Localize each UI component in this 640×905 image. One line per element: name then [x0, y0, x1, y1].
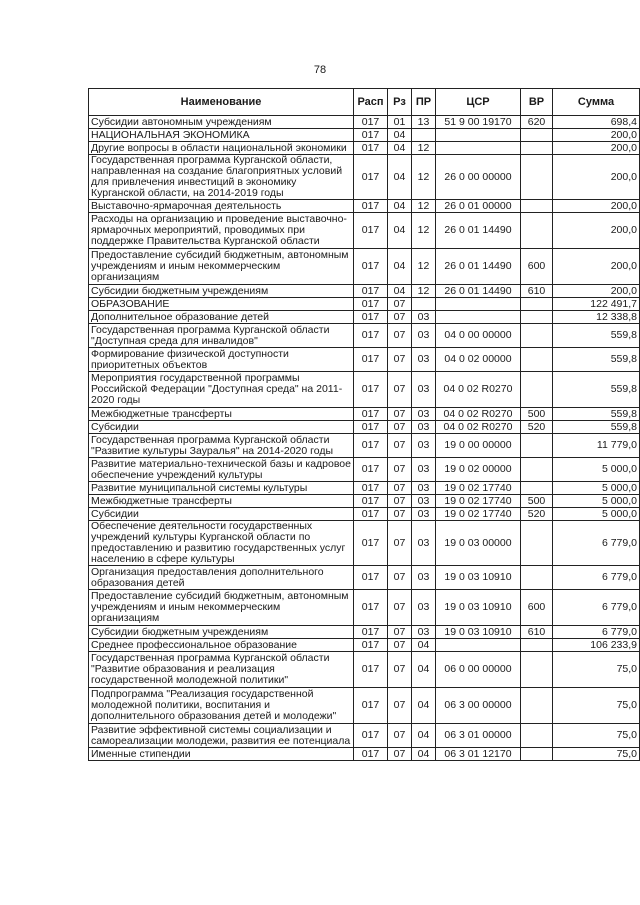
row-vr — [521, 652, 553, 688]
row-sum: 200,0 — [553, 200, 640, 213]
row-rasp: 017 — [354, 200, 388, 213]
row-csr: 19 0 02 17740 — [436, 482, 521, 495]
row-name: Развитие эффективной системы социализации и самореализации молодежи, развития ее потенциала — [89, 724, 354, 748]
row-rz: 07 — [388, 421, 412, 434]
row-sum: 6 779,0 — [553, 521, 640, 566]
table-row — [89, 566, 640, 590]
row-name: Субсидии бюджетным учреждениям — [89, 285, 354, 298]
row-csr: 19 0 03 10910 — [436, 566, 521, 590]
row-sum: 559,8 — [553, 421, 640, 434]
row-name: Выставочно-ярмарочная деятельность — [89, 200, 354, 213]
row-rasp: 017 — [354, 590, 388, 626]
row-rasp: 017 — [354, 116, 388, 129]
row-name: Субсидии — [89, 421, 354, 434]
row-csr: 19 0 00 00000 — [436, 434, 521, 458]
row-csr: 19 0 02 17740 — [436, 508, 521, 521]
row-pr: 04 — [412, 652, 436, 688]
table-row — [89, 155, 640, 200]
row-pr: 03 — [412, 521, 436, 566]
row-name: Предоставление субсидий бюджетным, автономным учреждениям и иным некоммерческим организациям — [89, 249, 354, 285]
row-rasp: 017 — [354, 639, 388, 652]
row-sum: 200,0 — [553, 285, 640, 298]
row-rasp: 017 — [354, 285, 388, 298]
row-vr — [521, 129, 553, 142]
row-csr: 26 0 01 14490 — [436, 213, 521, 249]
row-vr: 610 — [521, 626, 553, 639]
row-vr: 520 — [521, 508, 553, 521]
row-vr: 620 — [521, 116, 553, 129]
row-vr — [521, 639, 553, 652]
row-rz: 07 — [388, 298, 412, 311]
row-pr: 03 — [412, 372, 436, 408]
row-pr: 12 — [412, 142, 436, 155]
row-csr: 04 0 02 R0270 — [436, 421, 521, 434]
row-vr — [521, 298, 553, 311]
row-pr: 03 — [412, 482, 436, 495]
row-sum: 122 491,7 — [553, 298, 640, 311]
row-csr: 26 0 01 00000 — [436, 200, 521, 213]
row-csr — [436, 142, 521, 155]
row-rz: 07 — [388, 521, 412, 566]
row-sum: 559,8 — [553, 372, 640, 408]
row-sum: 75,0 — [553, 652, 640, 688]
row-sum: 200,0 — [553, 213, 640, 249]
row-rasp: 017 — [354, 324, 388, 348]
row-rz: 07 — [388, 434, 412, 458]
row-sum: 559,8 — [553, 348, 640, 372]
row-rasp: 017 — [354, 626, 388, 639]
row-rasp: 017 — [354, 566, 388, 590]
table-row — [89, 626, 640, 639]
row-pr: 03 — [412, 324, 436, 348]
row-vr — [521, 458, 553, 482]
row-csr: 19 0 03 00000 — [436, 521, 521, 566]
header-name: Наименование — [89, 89, 354, 116]
header-rasp: Расп — [354, 89, 388, 116]
row-pr: 03 — [412, 421, 436, 434]
row-rz: 07 — [388, 590, 412, 626]
row-csr: 06 3 01 12170 — [436, 748, 521, 761]
table-row — [89, 348, 640, 372]
row-rz: 07 — [388, 652, 412, 688]
row-rz: 07 — [388, 626, 412, 639]
table-row — [89, 213, 640, 249]
row-rasp: 017 — [354, 748, 388, 761]
row-sum: 5 000,0 — [553, 458, 640, 482]
row-rz: 07 — [388, 508, 412, 521]
row-csr: 06 3 00 00000 — [436, 688, 521, 724]
row-name: Расходы на организацию и проведение выставочно-ярмарочных мероприятий, проводимых при поддержке Правительства Курганской области — [89, 213, 354, 249]
row-name: Государственная программа Курганской области "Развитие культуры Зауралья" на 2014-2020 годы — [89, 434, 354, 458]
row-vr: 600 — [521, 249, 553, 285]
row-csr: 04 0 02 00000 — [436, 348, 521, 372]
row-vr — [521, 213, 553, 249]
row-vr: 520 — [521, 421, 553, 434]
table-row — [89, 482, 640, 495]
row-name: Развитие материально-технической базы и кадровое обеспечение учреждений культуры — [89, 458, 354, 482]
row-rz: 07 — [388, 348, 412, 372]
row-name: Дополнительное образование детей — [89, 311, 354, 324]
row-pr: 04 — [412, 748, 436, 761]
row-pr — [412, 298, 436, 311]
table-row — [89, 285, 640, 298]
row-rz: 07 — [388, 372, 412, 408]
row-pr: 04 — [412, 724, 436, 748]
row-rz: 04 — [388, 155, 412, 200]
row-rz: 07 — [388, 311, 412, 324]
row-pr: 12 — [412, 213, 436, 249]
row-name: Межбюджетные трансферты — [89, 408, 354, 421]
row-sum: 200,0 — [553, 155, 640, 200]
row-rasp: 017 — [354, 434, 388, 458]
row-sum: 5 000,0 — [553, 482, 640, 495]
table-row — [89, 311, 640, 324]
row-sum: 11 779,0 — [553, 434, 640, 458]
row-pr: 03 — [412, 626, 436, 639]
row-vr — [521, 688, 553, 724]
row-sum: 75,0 — [553, 748, 640, 761]
table-row — [89, 298, 640, 311]
row-rz: 04 — [388, 213, 412, 249]
table-row — [89, 372, 640, 408]
row-sum: 12 338,8 — [553, 311, 640, 324]
row-rz: 04 — [388, 249, 412, 285]
row-rasp: 017 — [354, 249, 388, 285]
row-name: ОБРАЗОВАНИЕ — [89, 298, 354, 311]
row-vr — [521, 521, 553, 566]
row-name: Государственная программа Курганской области, направленная на создание благоприятных условий для привлечения инвестиций в экономику Курганской области, на 2014-2019 годы — [89, 155, 354, 200]
row-name: Субсидии — [89, 508, 354, 521]
table-row — [89, 639, 640, 652]
row-vr — [521, 311, 553, 324]
row-name: Предоставление субсидий бюджетным, автономным учреждениям и иным некоммерческим организациям — [89, 590, 354, 626]
row-pr: 12 — [412, 285, 436, 298]
row-vr — [521, 566, 553, 590]
table-row — [89, 142, 640, 155]
budget-table — [88, 88, 640, 761]
page-number: 78 — [313, 64, 327, 76]
row-sum: 200,0 — [553, 249, 640, 285]
row-csr: 19 0 03 10910 — [436, 590, 521, 626]
row-name: Субсидии бюджетным учреждениям — [89, 626, 354, 639]
row-rasp: 017 — [354, 495, 388, 508]
row-vr: 600 — [521, 590, 553, 626]
row-csr: 04 0 02 R0270 — [436, 372, 521, 408]
row-sum: 200,0 — [553, 129, 640, 142]
table-row — [89, 324, 640, 348]
row-rasp: 017 — [354, 482, 388, 495]
row-rz: 04 — [388, 129, 412, 142]
table-row — [89, 129, 640, 142]
row-sum: 6 779,0 — [553, 566, 640, 590]
row-pr: 03 — [412, 458, 436, 482]
row-vr — [521, 200, 553, 213]
row-pr: 04 — [412, 639, 436, 652]
row-csr — [436, 311, 521, 324]
table-row — [89, 521, 640, 566]
row-rasp: 017 — [354, 521, 388, 566]
table-row — [89, 652, 640, 688]
table-row — [89, 590, 640, 626]
row-pr: 12 — [412, 200, 436, 213]
row-rasp: 017 — [354, 129, 388, 142]
row-rasp: 017 — [354, 724, 388, 748]
row-csr: 26 0 01 14490 — [436, 285, 521, 298]
row-vr — [521, 142, 553, 155]
row-pr — [412, 129, 436, 142]
table-row — [89, 408, 640, 421]
row-rasp: 017 — [354, 142, 388, 155]
row-rz: 04 — [388, 285, 412, 298]
row-pr: 03 — [412, 408, 436, 421]
row-rasp: 017 — [354, 408, 388, 421]
table-row — [89, 748, 640, 761]
row-sum: 559,8 — [553, 408, 640, 421]
row-sum: 75,0 — [553, 724, 640, 748]
row-sum: 5 000,0 — [553, 495, 640, 508]
row-csr: 19 0 02 00000 — [436, 458, 521, 482]
row-vr: 610 — [521, 285, 553, 298]
row-vr — [521, 348, 553, 372]
row-pr: 03 — [412, 566, 436, 590]
row-vr: 500 — [521, 408, 553, 421]
row-sum: 106 233,9 — [553, 639, 640, 652]
row-vr — [521, 724, 553, 748]
row-rz: 07 — [388, 408, 412, 421]
table-row — [89, 724, 640, 748]
row-name: Другие вопросы в области национальной экономики — [89, 142, 354, 155]
row-name: Подпрограмма "Реализация государственной молодежной политики, воспитания и дополнительного образования детей и молодежи" — [89, 688, 354, 724]
row-csr: 19 0 02 17740 — [436, 495, 521, 508]
row-pr: 03 — [412, 508, 436, 521]
row-rz: 01 — [388, 116, 412, 129]
row-rasp: 017 — [354, 298, 388, 311]
table-row — [89, 508, 640, 521]
row-pr: 03 — [412, 590, 436, 626]
header-rz: Рз — [388, 89, 412, 116]
row-rz: 07 — [388, 458, 412, 482]
row-rz: 07 — [388, 324, 412, 348]
row-rasp: 017 — [354, 311, 388, 324]
row-pr: 12 — [412, 249, 436, 285]
row-vr: 500 — [521, 495, 553, 508]
row-csr: 51 9 00 19170 — [436, 116, 521, 129]
row-sum: 6 779,0 — [553, 626, 640, 639]
row-vr — [521, 748, 553, 761]
row-rz: 07 — [388, 688, 412, 724]
row-name: Субсидии автономным учреждениям — [89, 116, 354, 129]
row-rz: 07 — [388, 495, 412, 508]
row-rasp: 017 — [354, 348, 388, 372]
row-rz: 07 — [388, 566, 412, 590]
row-rasp: 017 — [354, 458, 388, 482]
row-name: Развитие муниципальной системы культуры — [89, 482, 354, 495]
row-sum: 75,0 — [553, 688, 640, 724]
row-name: Организация предоставления дополнительного образования детей — [89, 566, 354, 590]
row-vr — [521, 372, 553, 408]
table-row — [89, 688, 640, 724]
row-pr: 04 — [412, 688, 436, 724]
row-csr: 04 0 00 00000 — [436, 324, 521, 348]
row-name: Государственная программа Курганской области "Доступная среда для инвалидов" — [89, 324, 354, 348]
header-csr: ЦСР — [436, 89, 521, 116]
table-row — [89, 434, 640, 458]
row-csr: 04 0 02 R0270 — [436, 408, 521, 421]
row-rz: 04 — [388, 200, 412, 213]
row-pr: 03 — [412, 434, 436, 458]
row-rz: 07 — [388, 482, 412, 495]
table-row — [89, 116, 640, 129]
row-rasp: 017 — [354, 155, 388, 200]
row-csr: 26 0 01 14490 — [436, 249, 521, 285]
row-sum: 559,8 — [553, 324, 640, 348]
row-csr: 06 0 00 00000 — [436, 652, 521, 688]
row-rasp: 017 — [354, 688, 388, 724]
row-vr — [521, 434, 553, 458]
header-sum: Сумма — [553, 89, 640, 116]
row-sum: 200,0 — [553, 142, 640, 155]
row-name: Обеспечение деятельности государственных учреждений культуры Курганской области по предоставлению и развитию государственных услуг населению в сфере культуры — [89, 521, 354, 566]
row-csr: 26 0 00 00000 — [436, 155, 521, 200]
row-sum: 698,4 — [553, 116, 640, 129]
row-rz: 04 — [388, 142, 412, 155]
row-csr — [436, 129, 521, 142]
row-pr: 13 — [412, 116, 436, 129]
row-rz: 07 — [388, 748, 412, 761]
row-rz: 07 — [388, 724, 412, 748]
table-row — [89, 249, 640, 285]
row-pr: 12 — [412, 155, 436, 200]
table-row — [89, 421, 640, 434]
row-sum: 5 000,0 — [553, 508, 640, 521]
table-row — [89, 495, 640, 508]
row-name: Государственная программа Курганской области "Развитие образования и реализация государственной молодежной политики" — [89, 652, 354, 688]
row-name: Мероприятия государственной программы Российской Федерации "Доступная среда" на 2011-2020 годы — [89, 372, 354, 408]
row-rz: 07 — [388, 639, 412, 652]
row-pr: 03 — [412, 495, 436, 508]
row-csr — [436, 639, 521, 652]
header-pr: ПР — [412, 89, 436, 116]
row-pr: 03 — [412, 311, 436, 324]
header-row — [89, 89, 640, 116]
row-name: Среднее профессиональное образование — [89, 639, 354, 652]
row-rasp: 017 — [354, 213, 388, 249]
row-vr — [521, 482, 553, 495]
row-rasp: 017 — [354, 652, 388, 688]
header-vr: ВР — [521, 89, 553, 116]
row-vr — [521, 324, 553, 348]
row-name: Формирование физической доступности приоритетных объектов — [89, 348, 354, 372]
row-csr — [436, 298, 521, 311]
row-rasp: 017 — [354, 372, 388, 408]
row-name: Межбюджетные трансферты — [89, 495, 354, 508]
row-name: Именные стипендии — [89, 748, 354, 761]
row-vr — [521, 155, 553, 200]
row-rasp: 017 — [354, 421, 388, 434]
row-csr: 06 3 01 00000 — [436, 724, 521, 748]
table-row — [89, 200, 640, 213]
row-pr: 03 — [412, 348, 436, 372]
table-row — [89, 458, 640, 482]
row-sum: 6 779,0 — [553, 590, 640, 626]
row-name: НАЦИОНАЛЬНАЯ ЭКОНОМИКА — [89, 129, 354, 142]
row-rasp: 017 — [354, 508, 388, 521]
row-csr: 19 0 03 10910 — [436, 626, 521, 639]
